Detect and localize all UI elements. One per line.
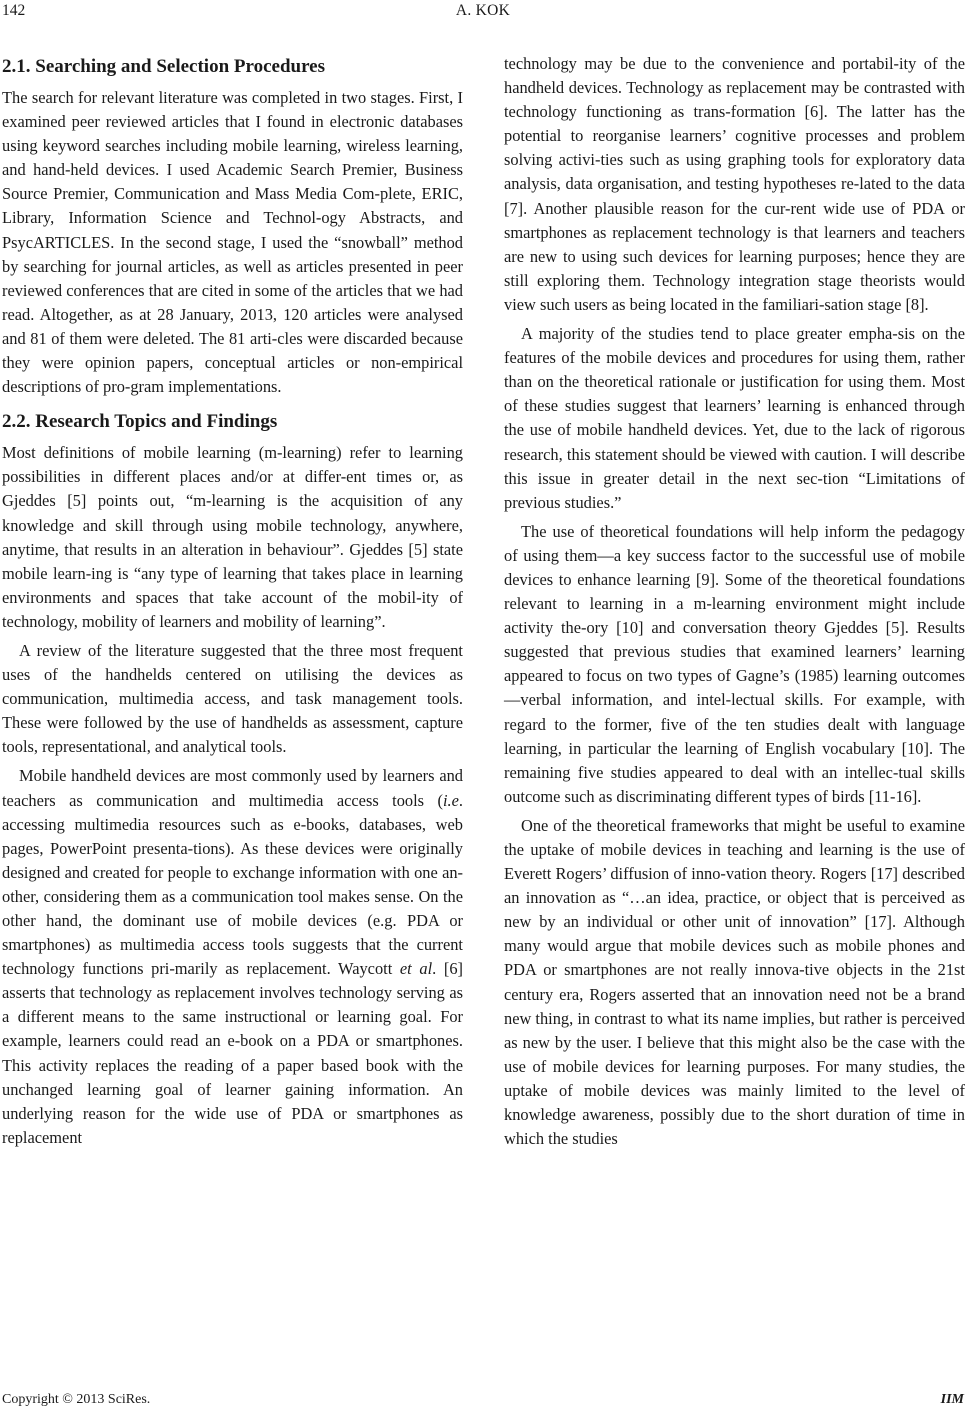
paragraph: The use of theoretical foundations will help inform the pedagogy of using them—a key success factor to the successful use of mobile devices to enhance learning [9]. Some of the theoretical foundations relevant to learning in a m-learning environment might include activity the-ory [10] and conversation theory Gjeddes [5]. Results suggested that previous studies that examined learners’ learning appeared to focus on two types of Gagne’s (1985) learning outcomes—verbal information, and intel-lectual skills. For example, with regard to the former, five of the ten studies dealt with language learning, in particular the learning of English vocabulary [10]. The remaining five studies appeared to deal with an intellec-tual skills outcome such as discriminating different types of birds [11-16].	[504, 521, 965, 806]
text-run: Mobile handheld devices are most commonly used by learners and teachers as communication and multimedia access tools (	[2, 766, 463, 810]
paragraph: A majority of the studies tend to place greater empha-sis on the features of the mobile devices and procedures for using them, rather than on the theoretical rationale or justification for using them. Most of these studies suggest that learners’ learning is enhanced through the use of mobile handheld devices. Yet, due to the lack of rigorous research, this statement should be viewed with caution. I will describe this issue in greater detail in the next sec-tion “Limitations of previous studies.”	[504, 324, 965, 512]
text-run: . accessing multimedia resources such as e-books, databases, web pages, PowerPoint presenta-tions). As these devices were originally designed and created for people to exchange information with one an-other, considering them as a communication tool makes sense. On the other hand, the dominant use of mobile devices (e.g. PDA or smartphones) as multimedia access tools suggests that the current technology functions pri-marily as replacement. Waycott	[2, 790, 463, 979]
section-heading-2-1: 2.1. Searching and Selection Procedures	[2, 56, 325, 77]
paragraph	[2, 764, 463, 1150]
page-header	[0, 0, 966, 30]
paragraph: A review of the literature suggested that the three most frequent uses of the handhelds centered on utilising the devices as communication, multimedia access, and task management tools. These were followed by the use of handhelds as assessment, capture tools, representational, and analytical tools.	[2, 640, 463, 757]
right-column	[504, 52, 965, 1156]
journal-abbrev: IIM	[940, 1392, 964, 1407]
italic-et-al: et al	[399, 959, 433, 979]
left-column	[2, 52, 463, 1155]
italic-ie: i.e	[442, 790, 459, 810]
copyright-notice: Copyright © 2013 SciRes.	[2, 1392, 151, 1407]
running-head: A. KOK	[455, 2, 511, 19]
paragraph: The search for relevant literature was completed in two stages. First, I examined peer reviewed articles that I found in electronic databases using keyword searches including mobile learning, wireless learning, and hand-held devices. I used Academic Search Premier, Business Source Premier, Communication and Mass Media Com-plete, ERIC, Library, Information Science and Technol-ogy Abstracts, and PsycARTICLES. In the second stage, I used the “snowball” method by searching for journal articles, as well as articles presented in peer reviewed conferences that are cited in some of the articles that we had read. Altogether, as at 28 January, 2013, 120 articles were analysed and 81 of them were deleted. The 81 arti-cles were discarded because they were opinion papers, conceptual articles or non-empirical descriptions of pro-gram implementations.	[2, 88, 463, 397]
paragraph: Most definitions of mobile learning (m-learning) refer to learning possibilities in different places and/or at differ-ent times or, as Gjeddes [5] points out, “m-learning is the acquisition of any knowledge and skill through using mobile technology, anywhere, anytime, that results in an alteration in behaviour”. Gjeddes [5] state mobile learn-ing is “any type of learning that takes place in learning environments and spaces that take account of the mobil-ity of technology, mobility of learners and mobility of learning”.	[2, 443, 463, 631]
paragraph: One of the theoretical frameworks that might be useful to examine the uptake of mobile devices in teaching and learning is the use of Everett Rogers’ diffusion of inno-vation theory. Rogers [17] described an innovation as “…an idea, practice, or object that is perceived as new by an individual or other unit of innovation” [17]. Although many would argue that mobile devices such as mobile phones and PDA or smartphones are not really innova-tive objects in the 21st century era, Rogers asserted that an innovation need not be a brand new thing, in contrast to what its name implies, but rather is perceived as new by the user. I believe that this might also be the case with the use of mobile devices for learning purposes. For many studies, the uptake of mobile devices was mainly limited to the level of knowledge awareness, possibly due to the short duration of time in which the studies	[504, 815, 965, 1149]
paragraph: technology may be due to the convenience and portabil-ity of the handheld devices. Technology as replacement may be contrasted with technology functioning as trans-formation [6]. The latter has the potential to reorganise learners’ cognitive processes and problem solving activi-ties such as using graphing tools for exploratory data analysis, data organisation, and testing hypotheses re-lated to the data [7]. Another plausible reason for the cur-rent wide use of PDA or smartphones as replacement technology is that learners and teachers are new to using such devices for learning purposes; hence they are still exploring them. Technology integration stage theorists would view such users as being located in the familiari-sation stage [8].	[504, 54, 965, 314]
section-heading-2-2: 2.2. Research Topics and Findings	[2, 411, 278, 433]
page-number: 142	[2, 2, 26, 19]
text-run: . [6] asserts that technology as replacement involves technology serving as a different means to the same instructional or learning goal. For example, learners could read an e-book on a PDA or smartphones. This activity replaces the reading of a paper based book with the unchanged learning goal of learner gaining information. An underlying reason for the wide use of PDA or smartphones as replacement	[2, 959, 463, 1147]
